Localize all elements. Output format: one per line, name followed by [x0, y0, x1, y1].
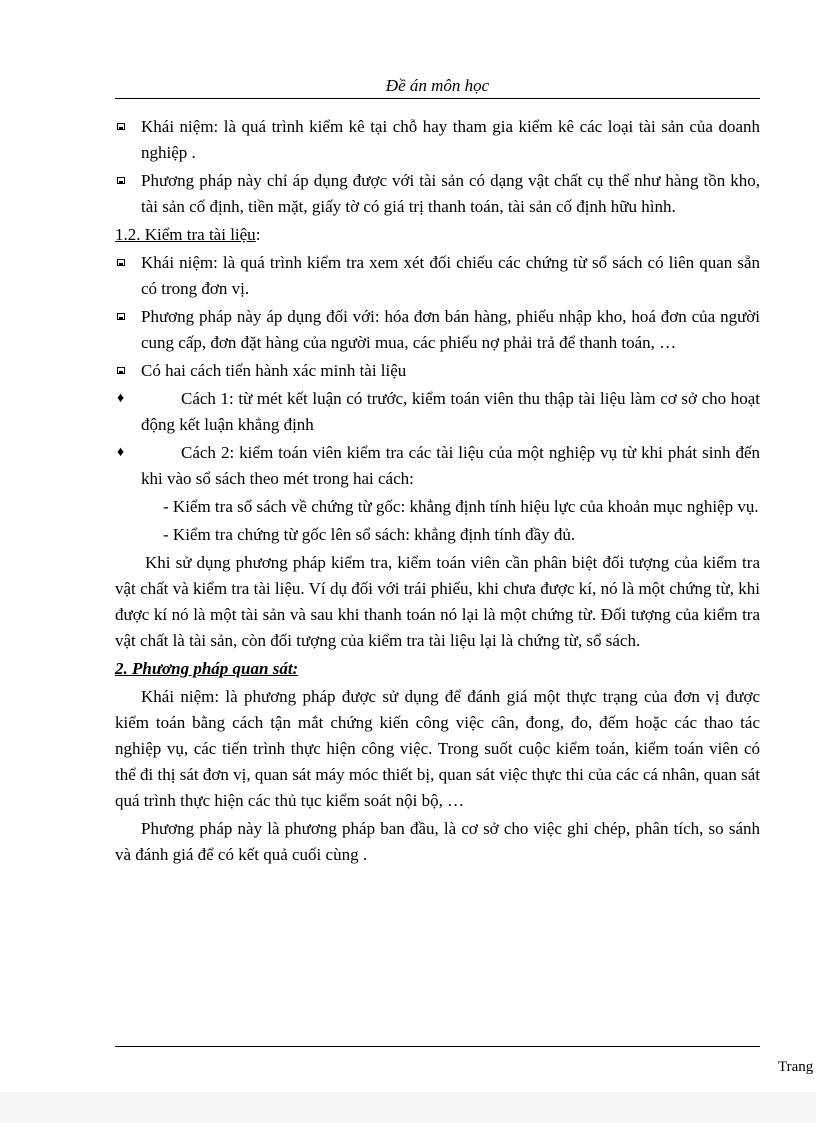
page-body — [115, 114, 760, 870]
diamond-bullet-icon: ♦ — [117, 391, 125, 406]
diamond-item: ♦ Cách 2: kiểm toán viên kiểm tra các tài liệu của một nghiệp vụ từ khi phát sinh đến khi vào sổ sách theo mét trong hai cách: — [115, 440, 760, 492]
page-bottom-band — [0, 1092, 816, 1123]
diamond-item: ♦ Cách 1: từ mét kết luận có trước, kiểm toán viên thu thập tài liệu làm cơ sở cho hoạt động kết luận khẳng định — [115, 386, 760, 438]
bullet-paragraph: Khái niệm: là quá trình kiểm tra xem xét đối chiếu các chứng từ sổ sách có liên quan sẵn có trong đơn vị. — [115, 250, 760, 302]
diamond-bullet-icon: ♦ — [117, 445, 125, 460]
header-rule — [115, 98, 760, 99]
body-paragraph: Khái niệm: là phương pháp được sử dụng để đánh giá một thực trạng của đơn vị được kiểm toán bằng cách tận mắt chứng kiến công việc cân, đong, đo, đếm hoặc các thao tác nghiệp vụ, các tiến trình thực hiện công việc. Trong suốt cuộc kiểm toán, kiểm toán viên có thể đi thị sát đơn vị, quan sát máy móc thiết bị, quan sát việc thực thi của các cá nhân, quan sát quá trình thực hiện các thủ tục kiểm soát nội bộ, … — [115, 687, 760, 810]
bullet-paragraph: Phương pháp này chỉ áp dụng được với tài sản có dạng vật chất cụ thể như hàng tồn kho, tài sản cố định, tiền mặt, giấy tờ có giá trị thanh toán, tài sản cố định hữu hình. — [115, 168, 760, 220]
bullet-paragraph: Phương pháp này áp dụng đối với: hóa đơn bán hàng, phiếu nhập kho, hoá đơn của người cung cấp, đơn đặt hàng của người mua, các phiếu nợ phải trả để thanh toán, … — [115, 304, 760, 356]
square-bullet-icon — [117, 313, 125, 320]
square-bullet-icon — [117, 177, 125, 184]
square-bullet-icon — [117, 367, 125, 374]
square-bullet-icon — [117, 123, 125, 130]
body-paragraph: Khi sử dụng phương pháp kiểm tra, kiểm toán viên cần phân biệt đối tượng của kiểm tra vật chất và kiểm tra tài liệu. Ví dụ đối với trái phiếu, khi chưa được kí, nó là một chứng từ, khi được kí nó là một tài sản và sau khi thanh toán nó lại là một chứng từ. Đối tượng của kiểm tra vật chất là tài sản, còn đối tượng của kiểm tra tài liệu lại là chứng từ, sổ sách. — [115, 553, 760, 650]
subheading-1-2: 1.2. Kiểm tra tài liệu: — [115, 225, 261, 244]
page-header-title: Đề án môn học — [385, 76, 490, 95]
bullet-paragraph: Có hai cách tiến hành xác minh tài liệu — [115, 358, 760, 384]
square-bullet-icon — [117, 259, 125, 266]
page-footer-label: Trang — [778, 1059, 814, 1075]
dash-item: - Kiểm tra chứng từ gốc lên sổ sách: khẳng định tính đầy đủ. — [163, 525, 576, 544]
bullet-paragraph: Khái niệm: là quá trình kiểm kê tại chỗ hay tham gia kiểm kê các loại tài sản của doanh nghiệp . — [115, 114, 760, 166]
section-heading-2: 2. Phương pháp quan sát: — [115, 659, 299, 678]
body-paragraph: Phương pháp này là phương pháp ban đầu, là cơ sở cho việc ghi chép, phân tích, so sánh và đánh giá để có kết quả cuối cùng . — [115, 819, 760, 864]
footer-rule — [115, 1046, 760, 1047]
dash-item: - Kiểm tra sổ sách về chứng từ gốc: khẳng định tính hiệu lực của khoản mục nghiệp vụ. — [163, 497, 759, 516]
